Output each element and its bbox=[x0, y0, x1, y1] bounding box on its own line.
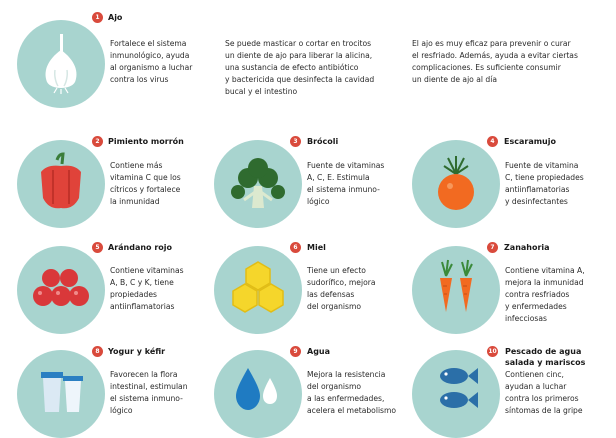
item-title: Agua bbox=[307, 347, 331, 356]
carrot-icon bbox=[412, 246, 500, 334]
item-number-badge: 5 bbox=[92, 242, 103, 253]
item-description: Favorecen la flora intestinal, estimulan el sistema inmuno- lógico bbox=[110, 370, 188, 415]
item-number-badge: 4 bbox=[487, 136, 498, 147]
item-description: Se puede masticar o cortar en trocitos un diente de ajo para liberar la alicina, una sustancia de efecto antibiótico y bactericida que desinfecta la cavidad bucal y el intestino bbox=[225, 39, 375, 96]
broccoli-icon bbox=[214, 140, 302, 228]
item-title: Miel bbox=[307, 243, 326, 252]
item-description: El ajo es muy eficaz para prevenir o curar el resfriado. Además, ayuda a evitar ciertas complicaciones. Es suficiente consumir un diente de ajo al día bbox=[412, 39, 578, 84]
item-number-badge: 1 bbox=[92, 12, 103, 23]
item-number-badge: 7 bbox=[487, 242, 498, 253]
honeycomb-icon bbox=[214, 246, 302, 334]
item-number-badge: 6 bbox=[290, 242, 301, 253]
item-title: Brócoli bbox=[307, 137, 339, 146]
fish-icon bbox=[412, 350, 500, 438]
item-description: Fuente de vitamina C, tiene propiedades antiinflamatorias y desinfectantes bbox=[505, 161, 584, 206]
item-number-badge: 3 bbox=[290, 136, 301, 147]
item-number-badge: 8 bbox=[92, 346, 103, 357]
item-description: Fuente de vitaminas A, C, E. Estimula el sistema inmuno- lógico bbox=[307, 161, 385, 206]
garlic-icon bbox=[17, 20, 105, 108]
item-title: Ajo bbox=[108, 13, 123, 22]
item-description: Tiene un efecto sudorífico, mejora las defensas del organismo bbox=[307, 266, 376, 311]
item-description: Contienen cinc, ayudan a luchar contra los primeros síntomas de la gripe bbox=[505, 370, 583, 415]
item-description: Contiene más vitamina C que los cítricos y fortalece la inmunidad bbox=[110, 161, 181, 206]
item-title: Arándano rojo bbox=[108, 243, 173, 252]
item-title: Yogur y kéfir bbox=[108, 347, 166, 356]
rosehip-icon bbox=[412, 140, 500, 228]
item-title: Pimiento morrón bbox=[108, 137, 184, 146]
yogurt-icon bbox=[17, 350, 105, 438]
item-title: Zanahoria bbox=[504, 243, 550, 252]
item-title: Escaramujo bbox=[504, 137, 556, 146]
water-drops-icon bbox=[214, 350, 302, 438]
item-description: Contiene vitaminas A, B, C y K, tiene propiedades antiinflamatorias bbox=[110, 266, 184, 311]
item-description: Contiene vitamina A, mejora la inmunidad contra resfriados y enfermedades infecciosas bbox=[505, 266, 585, 323]
cranberry-icon bbox=[17, 246, 105, 334]
item-number-badge: 9 bbox=[290, 346, 301, 357]
item-description: Fortalece el sistema inmunológico, ayuda al organismo a luchar contra los virus bbox=[110, 39, 193, 84]
item-number-badge: 10 bbox=[488, 348, 497, 355]
item-description: Mejora la resistencia del organismo a las enfermedades, acelera el metabolismo bbox=[307, 370, 397, 415]
item-number-badge: 2 bbox=[92, 136, 103, 147]
bell-pepper-icon bbox=[17, 140, 105, 228]
item-title: Pescado de agua salada y mariscos bbox=[505, 347, 586, 367]
